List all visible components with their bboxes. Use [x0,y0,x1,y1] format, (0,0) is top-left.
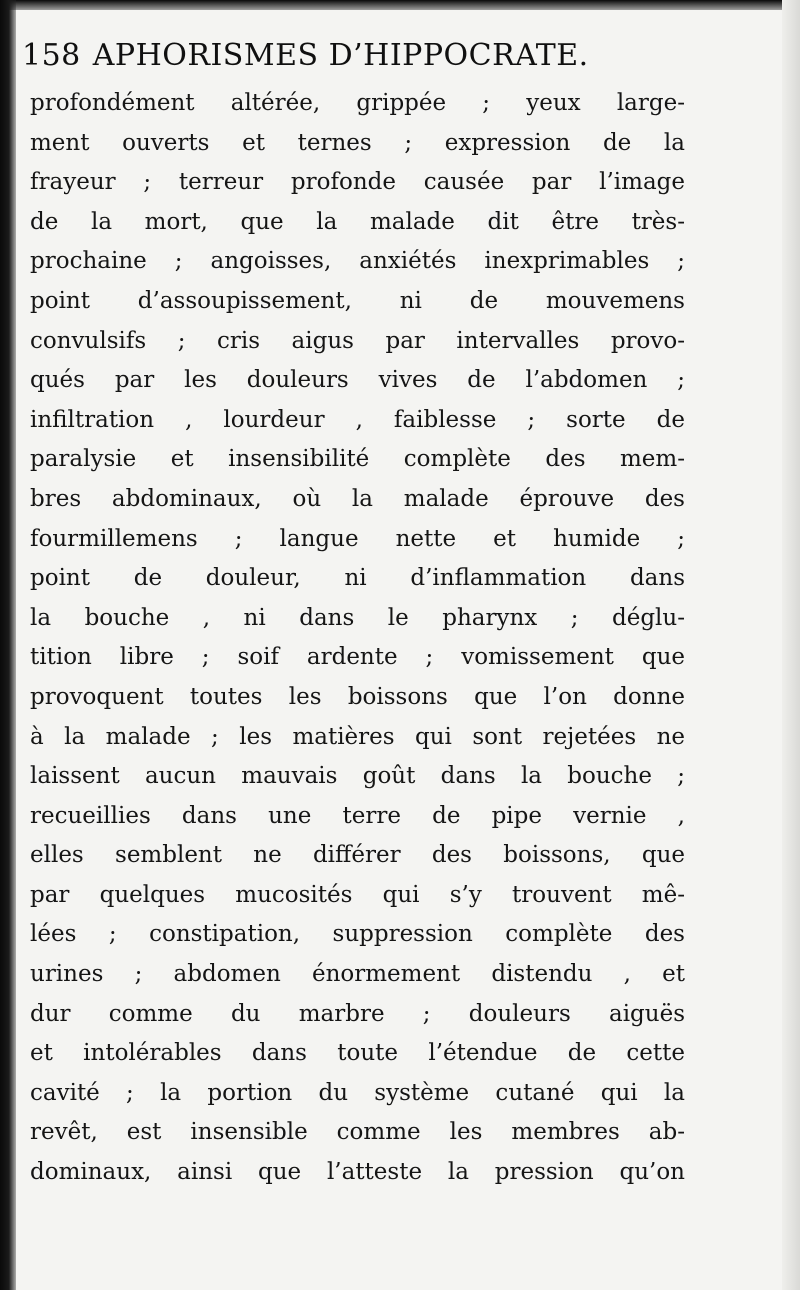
scan-shadow-left [0,0,16,1290]
text-line: cavité ; la portion du système cutané qui la [30,1079,685,1106]
text-line: point de douleur, ni d’inflammation dans [30,565,685,592]
text-line: convulsifs ; cris aigus par intervalles provo- [30,327,685,354]
page-edge-right [782,0,800,1290]
text-line: bres abdominaux, où la malade éprouve des [30,485,685,512]
text-line: paralysie et insensibilité complète des mem- [30,446,685,473]
text-line: provoquent toutes les boissons que l’on donne [30,683,685,710]
text-line: dur comme du marbre ; douleurs aiguës [30,1000,685,1027]
scan-shadow-top [0,0,800,10]
page-number: 158 [22,38,81,73]
text-line: revêt, est insensible comme les membres ab- [30,1119,685,1146]
text-line: laissent aucun mauvais goût dans la bouche ; [30,763,685,790]
text-line: de la mort, que la malade dit être très- [30,208,685,235]
text-line: à la malade ; les matières qui sont rejetées ne [30,723,685,750]
text-line: dominaux, ainsi que l’atteste la pression qu’on [30,1159,685,1186]
text-line: point d’assoupissement, ni de mouvemens [30,287,685,314]
text-line: profondément altérée, grippée ; yeux large- [30,90,685,116]
text-line: par quelques mucosités qui s’y trouvent mê- [30,881,685,908]
text-line: lées ; constipation, suppression complète des [30,921,685,948]
text-line: fourmillemens ; langue nette et humide ; [30,525,685,552]
text-line: urines ; abdomen énormement distendu , et [30,961,685,988]
text-line: et intolérables dans toute l’étendue de cette [30,1040,685,1067]
text-line: ment ouverts et ternes ; expression de la [30,129,685,156]
text-line: la bouche , ni dans le pharynx ; déglu- [30,604,685,631]
text-line: prochaine ; angoisses, anxiétés inexprimables ; [30,248,685,275]
text-line: tition libre ; soif ardente ; vomissement que [30,644,685,671]
text-line: infiltration , lourdeur , faiblesse ; sorte de [30,406,685,433]
running-title: APHORISMES D’HIPPOCRATE. [92,38,589,73]
text-line: elles semblent ne différer des boissons, que [30,842,685,869]
body-text [30,84,685,1193]
text-line: qués par les douleurs vives de l’abdomen ; [30,367,685,394]
running-header [22,38,782,73]
text-line: recueillies dans une terre de pipe vernie , [30,802,685,829]
text-line: frayeur ; terreur profonde causée par l’image [30,169,685,196]
